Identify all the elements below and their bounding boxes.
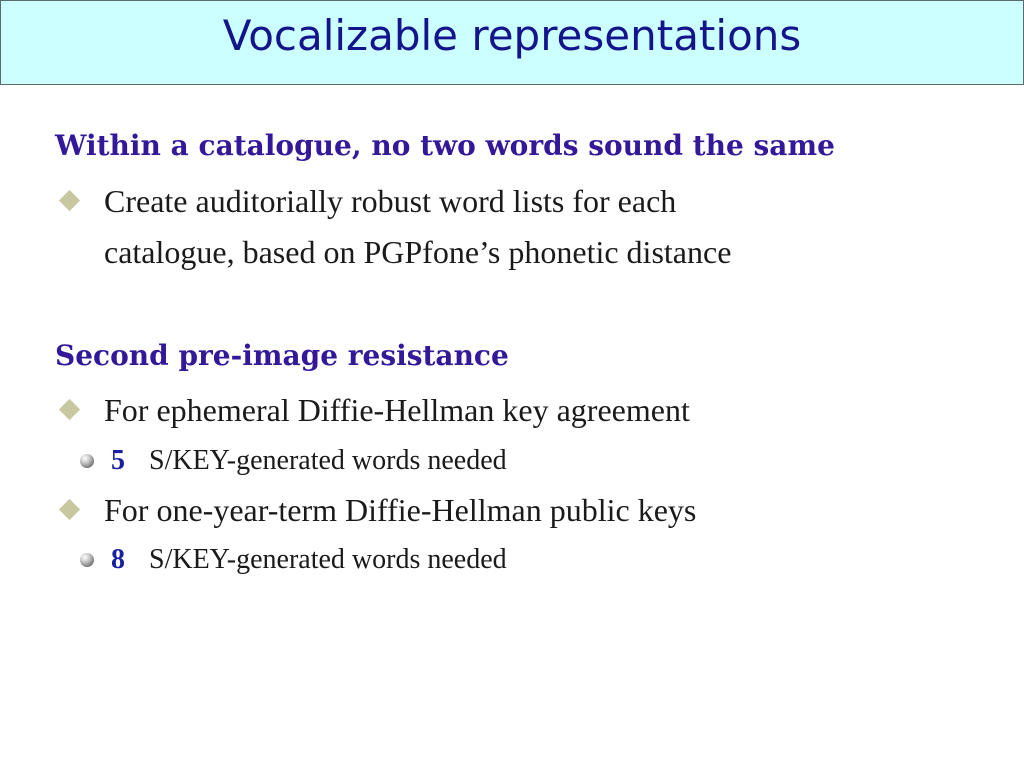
bullet-text: Create auditorially robust word lists for each [104, 183, 677, 219]
bullet-text: catalogue, based on PGPfone’s phonetic distance [104, 234, 732, 270]
slide-title: Vocalizable representations [222, 11, 802, 60]
word-count: 5 [111, 445, 125, 476]
sub-bullet-text: S/KEY-generated words needed [149, 445, 507, 476]
diamond-bullet-icon [59, 190, 80, 211]
sphere-bullet-icon [80, 553, 94, 567]
diamond-bullet-icon [59, 499, 80, 520]
sub-bullet-text: S/KEY-generated words needed [149, 544, 507, 575]
diamond-bullet-icon [59, 399, 80, 420]
bullet-text: For ephemeral Diffie-Hellman key agreement [104, 392, 690, 428]
word-count: 8 [111, 544, 125, 575]
title-bar [0, 0, 1024, 85]
bullet-text: For one-year-term Diffie-Hellman public keys [104, 492, 697, 528]
section-heading-preimage: Second pre-image resistance [55, 339, 509, 372]
section-heading-catalogue: Within a catalogue, no two words sound the same [55, 129, 835, 162]
sphere-bullet-icon [80, 454, 94, 468]
